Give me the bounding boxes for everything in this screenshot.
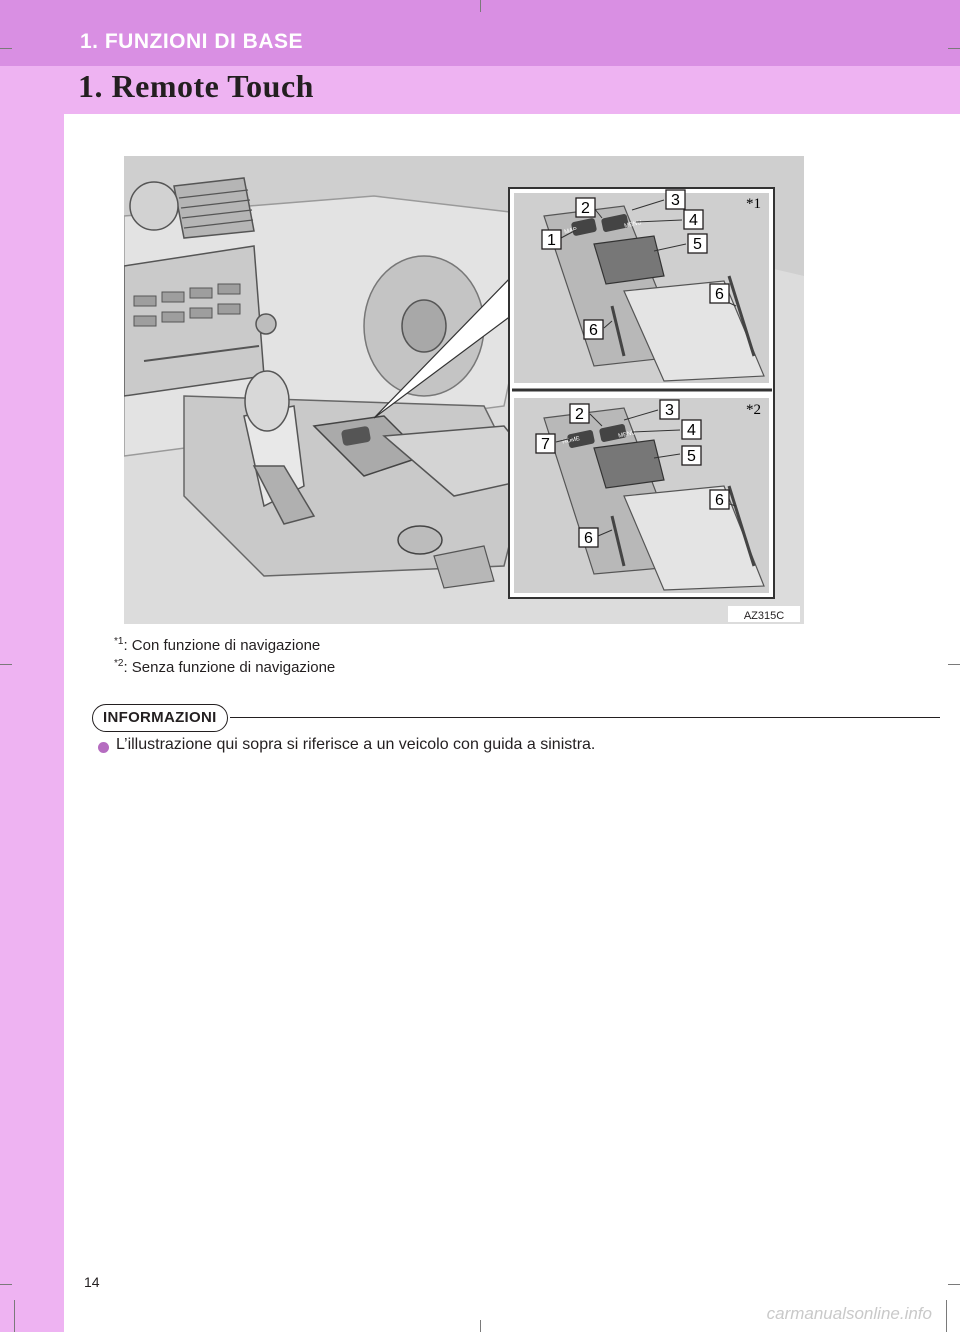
console-illustration <box>124 156 804 624</box>
info-item: L’illustrazione qui sopra si riferisce a un veicolo con guida a sinistra. <box>116 736 596 753</box>
callout-5: 5 <box>687 448 696 465</box>
callout-6: 6 <box>715 286 724 303</box>
callout-6: 6 <box>589 322 598 339</box>
watermark: carmanualsonline.info <box>766 1304 932 1323</box>
inset-1-tag: *1 <box>746 196 761 212</box>
crop-mark <box>0 1284 12 1285</box>
info-badge: INFORMAZIONI <box>92 704 228 732</box>
callout-3: 3 <box>665 402 674 419</box>
home-button-label: HOME <box>561 435 581 446</box>
footnote-2 <box>114 658 335 676</box>
footnote-1 <box>114 636 320 654</box>
crop-mark <box>946 1300 947 1332</box>
crop-mark <box>480 1320 481 1332</box>
footnote-mark: *1 <box>114 636 124 647</box>
crop-mark <box>948 48 960 49</box>
crop-mark <box>948 664 960 665</box>
inset-2-tag: *2 <box>746 402 761 418</box>
bullet-icon <box>98 742 109 753</box>
page-title: 1. Remote Touch <box>78 68 314 104</box>
callout-3: 3 <box>671 192 680 209</box>
figure-code: AZ315C <box>743 610 785 622</box>
crop-mark <box>14 1300 15 1332</box>
callout-4: 4 <box>689 212 698 229</box>
crop-mark <box>480 0 481 12</box>
crop-mark <box>948 1284 960 1285</box>
menu-button-label: MENU <box>623 220 643 230</box>
callout-1: 1 <box>547 232 556 249</box>
menu-button-label: MENU <box>617 430 637 440</box>
info-rule <box>230 717 940 718</box>
callout-2: 2 <box>581 200 590 217</box>
callout-2: 2 <box>575 406 584 423</box>
footnote-mark: *2 <box>114 658 124 669</box>
footnote-text: : Senza funzione di navigazione <box>123 659 336 676</box>
map-button-label: MAP <box>563 227 578 236</box>
sidebar-band <box>0 0 64 1332</box>
callout-6: 6 <box>584 530 593 547</box>
crop-mark <box>0 664 12 665</box>
callout-4: 4 <box>687 422 696 439</box>
page-number: 14 <box>84 1274 100 1290</box>
console-drawing <box>124 156 804 624</box>
callout-5: 5 <box>693 236 702 253</box>
callout-7: 7 <box>541 436 550 453</box>
callout-6: 6 <box>715 492 724 509</box>
footnote-text: : Con funzione di navigazione <box>123 637 321 654</box>
section-label: 1. FUNZIONI DI BASE <box>80 30 304 53</box>
crop-mark <box>0 48 12 49</box>
